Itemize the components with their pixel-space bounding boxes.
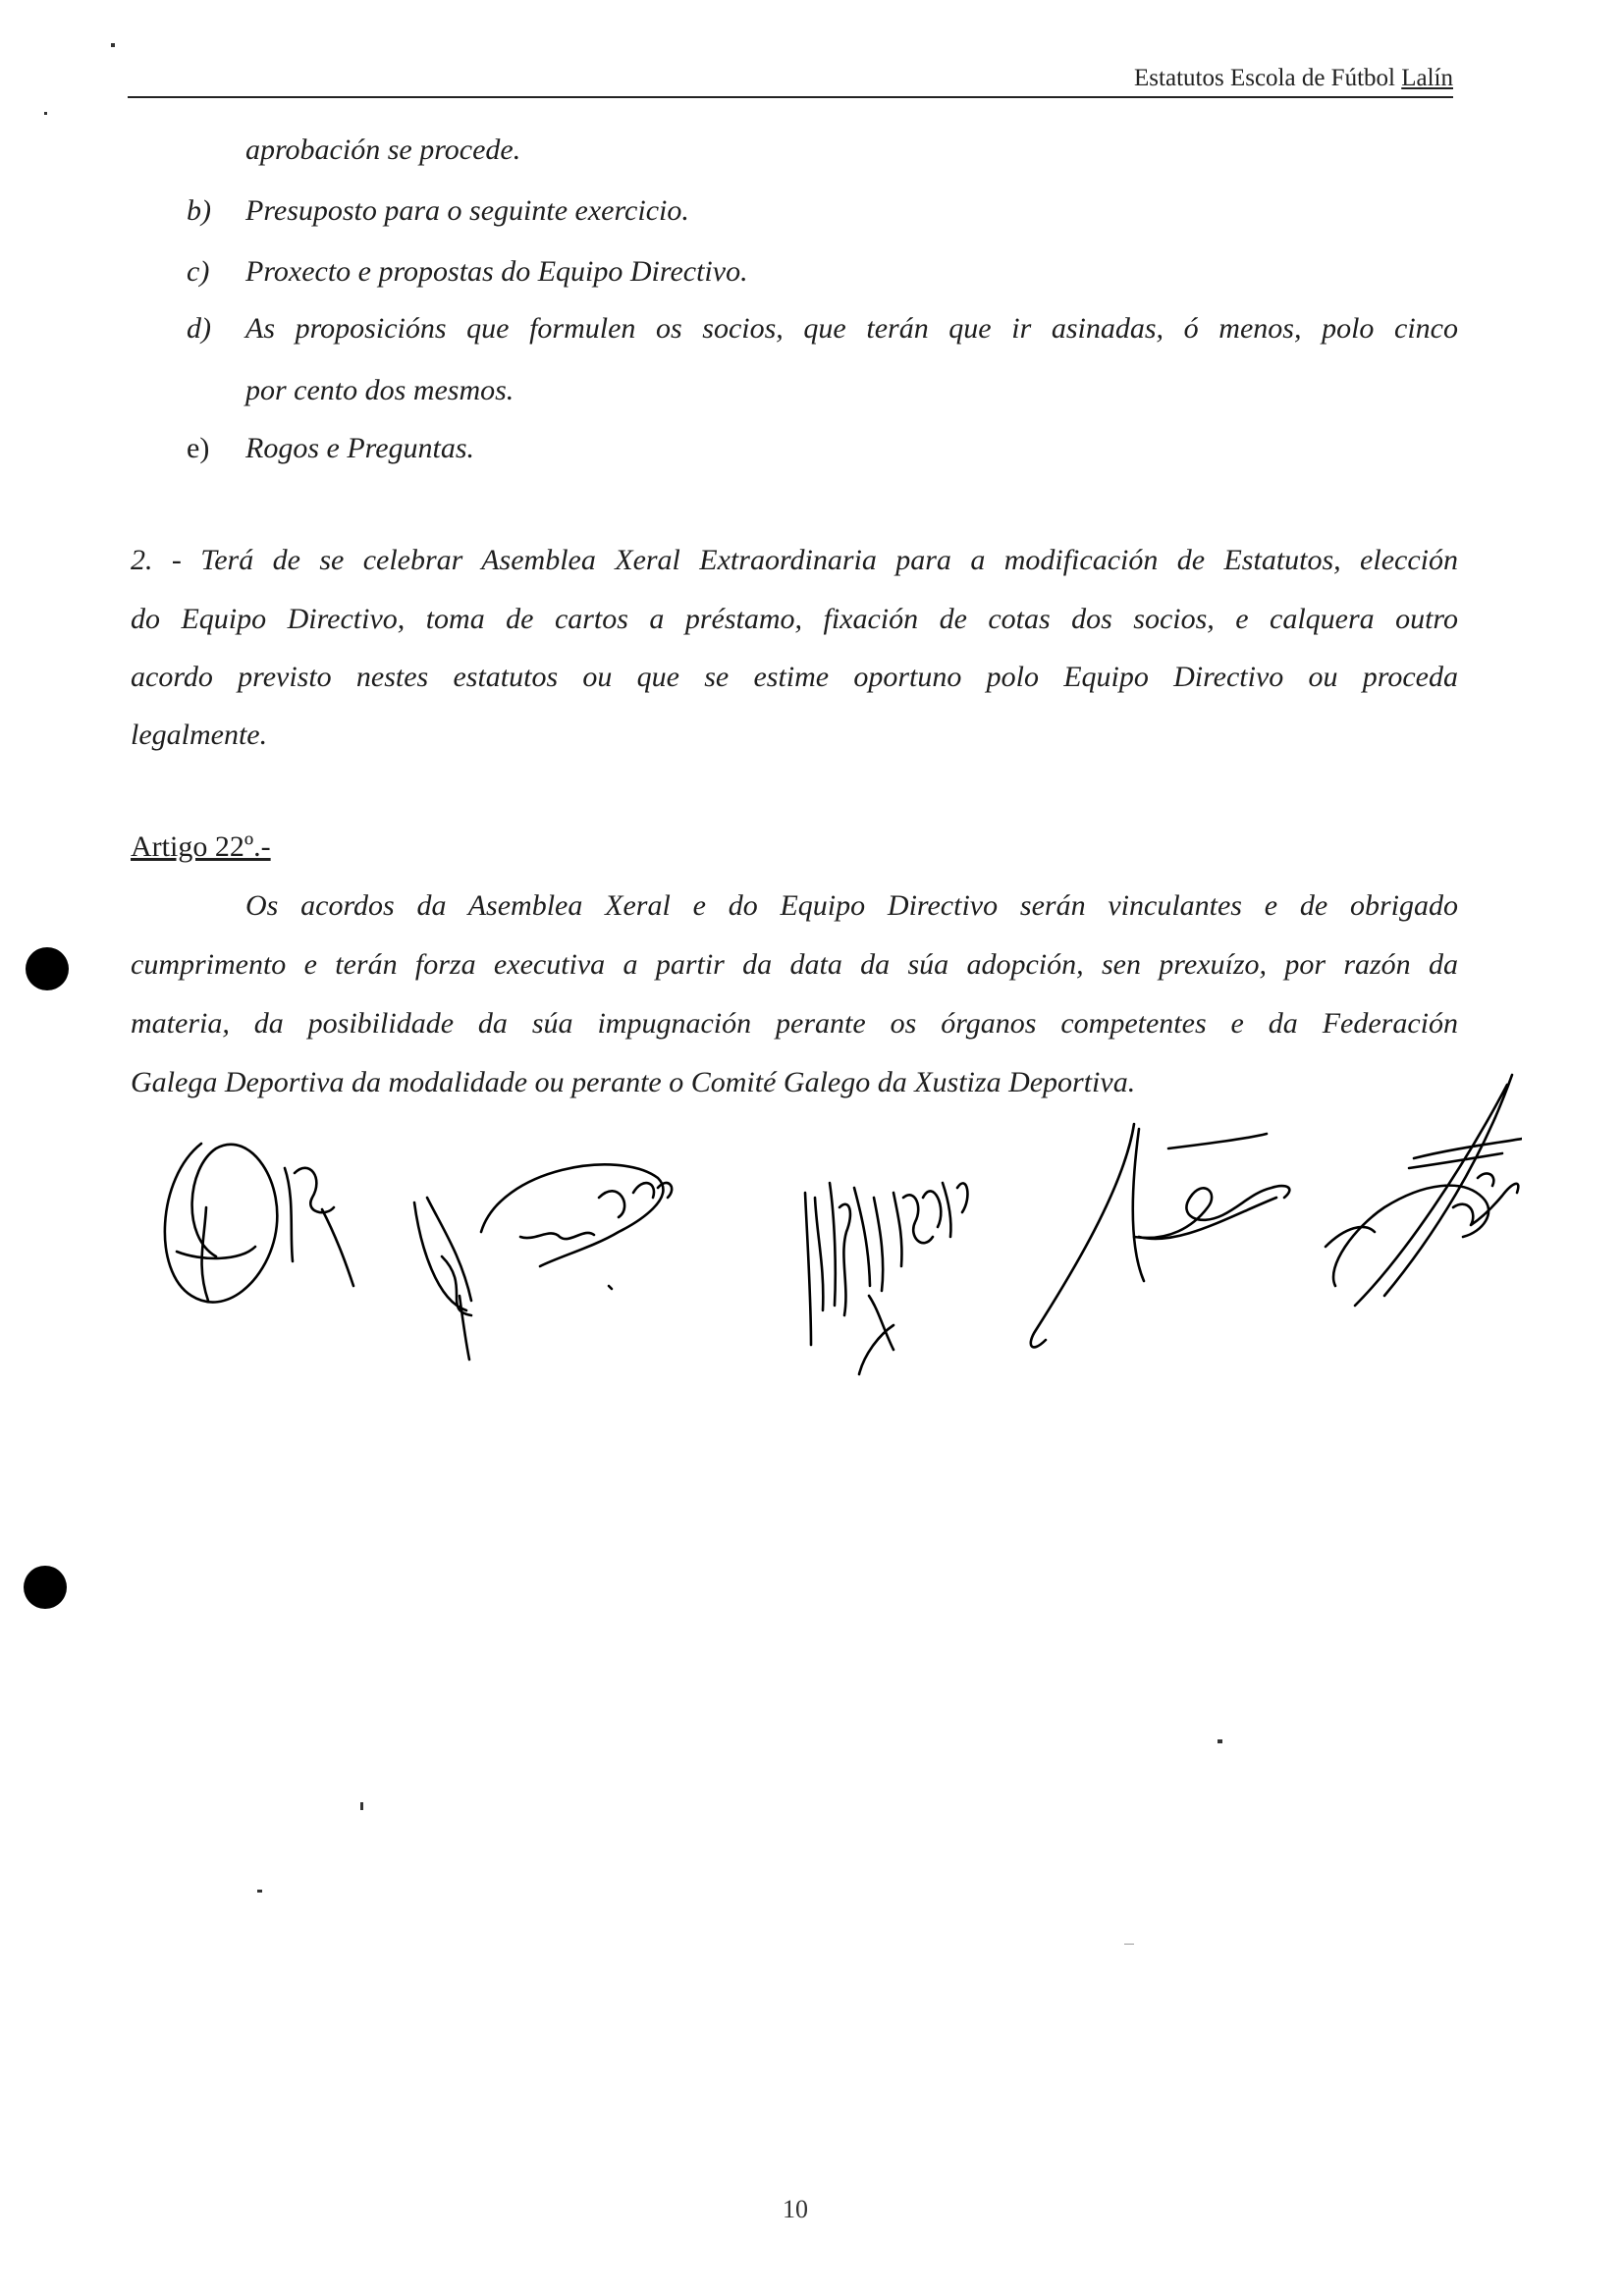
article-line-2: cumprimento e terán forza executiva a partir da data da súa adopción, sen prexuízo, por razón da <box>131 948 1458 981</box>
paragraph-2-line-4: legalmente. <box>131 719 268 751</box>
article-line-4: Galega Deportiva da modalidade ou perante o Comité Galego da Xustiza Deportiva. <box>131 1066 1136 1098</box>
scan-speck <box>257 1890 262 1893</box>
header-title-town: Lalín <box>1401 65 1453 91</box>
signature-1 <box>165 1144 353 1303</box>
list-item-d-continuation: por cento dos mesmos. <box>245 374 514 406</box>
scan-speck <box>360 1802 363 1810</box>
list-item-a-continuation: aprobación se procede. <box>245 133 521 166</box>
list-item-d: As proposicións que formulen os socios, que terán que ir asinadas, ó menos, polo cinco <box>245 312 1458 345</box>
page-number: 10 <box>783 2195 808 2223</box>
article-line-1: Os acordos da Asemblea Xeral e do Equipo Directivo serán vinculantes e de obrigado <box>245 889 1458 922</box>
scan-speck <box>44 112 47 115</box>
punch-hole-bottom <box>24 1566 67 1609</box>
list-item-e: Rogos e Preguntas. <box>245 432 475 464</box>
header-rule <box>128 96 1453 98</box>
scan-speck <box>111 43 115 47</box>
punch-hole-top <box>26 947 69 990</box>
signature-2 <box>414 1164 672 1360</box>
paragraph-2-line-1: 2. - Terá de se celebrar Asemblea Xeral Extraordinaria para a modificación de Estatutos, elección <box>131 544 1458 576</box>
article-line-3: materia, da posibilidade da súa impugnación perante os órganos competentes e da Federación <box>131 1007 1458 1040</box>
list-marker-b: b) <box>187 194 211 227</box>
list-item-c: Proxecto e propostas do Equipo Directivo. <box>245 255 748 288</box>
signature-5 <box>1326 1075 1522 1306</box>
paragraph-2-line-2: do Equipo Directivo, toma de cartos a préstamo, fixación de cotas dos socios, e calquera outro <box>131 603 1458 635</box>
article-heading: Artigo 22º.- <box>131 830 271 863</box>
list-item-b: Presuposto para o seguinte exercicio. <box>245 194 689 227</box>
scan-speck <box>1124 1944 1134 1945</box>
signature-4 <box>1031 1124 1290 1347</box>
list-marker-e: e) <box>187 432 210 464</box>
header-title-prefix: Estatutos Escola de Fútbol <box>1134 65 1402 91</box>
scan-speck <box>1218 1739 1222 1743</box>
document-header-title <box>1134 65 1453 92</box>
signatures-area <box>147 1060 1522 1394</box>
list-marker-c: c) <box>187 255 210 288</box>
signature-3 <box>805 1183 967 1374</box>
list-marker-d: d) <box>187 312 211 345</box>
paragraph-2-line-3: acordo previsto nestes estatutos ou que se estime oportuno polo Equipo Directivo ou proceda <box>131 661 1458 693</box>
